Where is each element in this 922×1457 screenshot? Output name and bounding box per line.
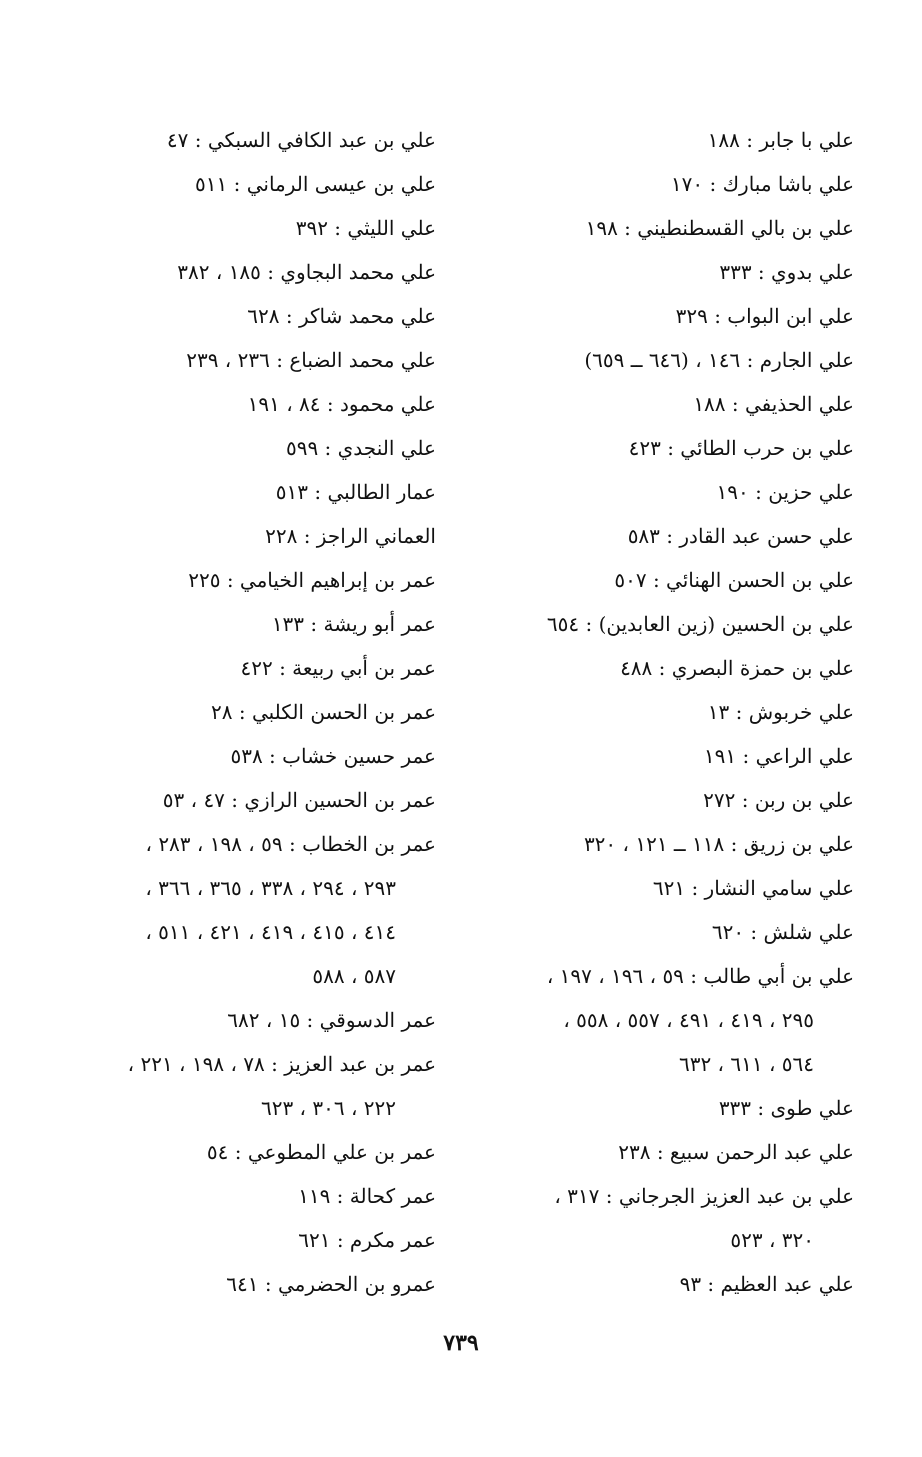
index-entry: علي بن الحسين (زين العابدين) : ٦٥٤ <box>546 612 854 636</box>
index-column-right <box>454 118 854 1306</box>
index-entry: علي بن حمزة البصري : ٤٨٨ <box>620 656 854 680</box>
index-entry-continuation: ٢٩٣ ، ٢٩٤ ، ٣٣٨ ، ٣٦٥ ، ٣٦٦ ، <box>145 876 396 900</box>
index-column-left <box>36 118 436 1306</box>
index-entry: عمر أبو ريشة : ١٣٣ <box>271 612 436 636</box>
index-entry: علي محمود : ٨٤ ، ١٩١ <box>247 392 436 416</box>
index-entry-continuation: ٣٢٠ ، ٥٢٣ <box>730 1228 814 1252</box>
index-entry: العماني الراجز : ٢٢٨ <box>265 524 436 548</box>
index-entry: علي بن أبي طالب : ٥٩ ، ١٩٦ ، ١٩٧ ، <box>546 964 854 988</box>
index-entry: علي حزين : ۱۹۰ <box>716 480 854 504</box>
page-number: ٧٣٩ <box>443 1330 479 1356</box>
index-entry: عمر كحالة : ١١٩ <box>298 1184 436 1208</box>
index-entry: علي شلش : ٦٢٠ <box>711 920 854 944</box>
index-entry-continuation: ٢٢٢ ، ٣٠٦ ، ٦٢٣ <box>260 1096 396 1120</box>
index-entry: عمر بن الحسين الرازي : ٤٧ ، ٥٣ <box>162 788 436 812</box>
index-entry: علي با جابر : ۱۸۸ <box>707 128 854 152</box>
index-entry: علي حسن عبد القادر : ٥٨٣ <box>627 524 854 548</box>
index-entry: عمر بن أبي ربيعة : ٤٢٢ <box>240 656 436 680</box>
index-entry: عمر بن الحسن الكلبي : ٢٨ <box>211 700 436 724</box>
index-entry: علي بن عيسى الرماني : ٥١١ <box>195 172 436 196</box>
index-entry: علي الجارم : ۱٤٦ ، (٦٤٦ ــ ٦٥٩) <box>584 348 854 372</box>
index-entry: عمر بن الخطاب : ٥٩ ، ١٩٨ ، ٢٨٣ ، <box>145 832 436 856</box>
index-entry: علي بن ربن : ۲۷۲ <box>703 788 854 812</box>
index-entry: علي بن عبد الكافي السبكي : ٤٧ <box>166 128 436 152</box>
index-entry: علي محمد البجاوي : ١٨٥ ، ٣٨٢ <box>177 260 436 284</box>
index-entry: عمر بن عبد العزيز : ٧٨ ، ١٩٨ ، ٢٢١ ، <box>127 1052 436 1076</box>
index-entry: علي بن الحسن الهنائي : ٥٠٧ <box>614 568 854 592</box>
index-entry: علي محمد شاكر : ٦٢٨ <box>247 304 436 328</box>
index-entry: عمرو بن الحضرمي : ٦٤١ <box>226 1272 436 1296</box>
index-entry-continuation: ٤١٤ ، ٤١٥ ، ٤١٩ ، ٤٢١ ، ٥١١ ، <box>145 920 396 944</box>
index-entry: علي الراعي : ۱۹۱ <box>703 744 854 768</box>
index-entry: علي محمد الضباع : ٢٣٦ ، ٢٣٩ <box>186 348 436 372</box>
index-entry-continuation: ٢٩٥ ، ٤١٩ ، ٤٩١ ، ٥٥٧ ، ٥٥٨ ، <box>563 1008 814 1032</box>
index-entry: علي الحذيفي : ۱۸۸ <box>693 392 854 416</box>
index-entry: علي الليثي : ٣٩٢ <box>295 216 436 240</box>
index-entry-continuation: ٥٦٤ ، ٦١١ ، ٦٣٢ <box>678 1052 814 1076</box>
index-entry: علي بن عبد العزيز الجرجاني : ٣١٧ ، <box>554 1184 854 1208</box>
index-entry: عمر بن إبراهيم الخيامي : ٢٢٥ <box>188 568 436 592</box>
index-entry-continuation: ٥٨٧ ، ٥٨٨ <box>312 964 396 988</box>
index-entry: علي عبد العظيم : ۹۳ <box>679 1272 854 1296</box>
index-entry: عمار الطالبي : ٥١٣ <box>275 480 436 504</box>
index-entry: علي عبد الرحمن سبيع : ۲۳۸ <box>618 1140 854 1164</box>
index-entry: عمر مكرم : ٦٢١ <box>298 1228 436 1252</box>
index-entry: علي بن زريق : ۱۱۸ ــ ۱۲۱ ، ۳۲۰ <box>583 832 854 856</box>
index-entry: علي النجدي : ٥٩٩ <box>285 436 436 460</box>
index-entry: علي ابن البواب : ۳۲۹ <box>675 304 854 328</box>
index-entry: علي خربوش : ۱۳ <box>707 700 854 724</box>
index-entry: علي بن بالي القسطنطيني : ۱۹۸ <box>585 216 854 240</box>
index-entry: علي طوى : ۳۳۳ <box>718 1096 854 1120</box>
index-entry: عمر بن علي المطوعي : ٥٤ <box>206 1140 436 1164</box>
index-entry: عمر حسين خشاب : ٥٣٨ <box>230 744 436 768</box>
index-entry: عمر الدسوقي : ١٥ ، ٦٨٢ <box>227 1008 436 1032</box>
index-entry: علي باشا مبارك : ۱۷۰ <box>670 172 854 196</box>
index-entry: علي بن حرب الطائي : ٤٢٣ <box>628 436 854 460</box>
index-entry: علي بدوي : ۳۳۳ <box>719 260 854 284</box>
index-entry: علي سامي النشار : ٦٢١ <box>652 876 854 900</box>
